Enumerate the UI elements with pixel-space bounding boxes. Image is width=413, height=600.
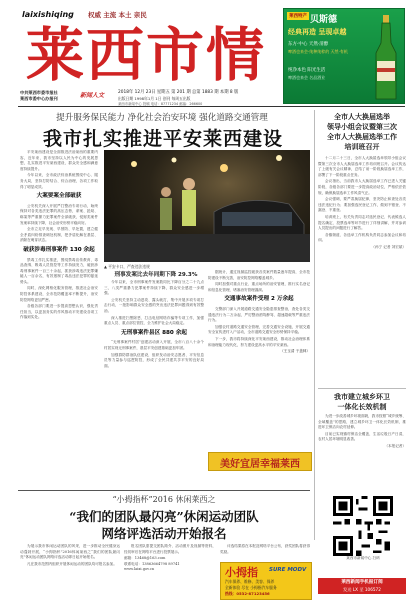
right-mid-head-1: 我市建立城乡环卫 bbox=[334, 392, 390, 401]
right-mid-divider bbox=[318, 388, 406, 389]
masthead-divider bbox=[18, 106, 405, 107]
logo-en: laixishiqing bbox=[22, 10, 74, 19]
right-mid-heads bbox=[318, 392, 406, 412]
ad-line-2: 东方·中心 天然·清醇 bbox=[288, 42, 329, 47]
lead-sub-2: 破获涉毒刑事案件 130 余起 bbox=[23, 246, 95, 253]
masthead bbox=[0, 0, 413, 106]
right-column-divider bbox=[314, 110, 315, 540]
slogan: 权威 主流 本土 亲民 bbox=[88, 11, 147, 19]
right-top-head-3: 全市人大换届选举工作 bbox=[327, 132, 397, 141]
qr-labels bbox=[318, 578, 406, 594]
lead-sub-1: 大案要案全部破获 bbox=[36, 193, 82, 200]
bottom-ad-phone: 热线：0532-87123456 bbox=[225, 591, 270, 596]
right-top-head-4: 培训班召开 bbox=[344, 142, 380, 151]
feature-divider bbox=[18, 490, 310, 491]
beer-ad[interactable] bbox=[283, 8, 405, 104]
stamp: 新闻人文 bbox=[80, 92, 105, 99]
feature-body-col-2: 报名团队需提交团队简介、活动照片及视频等资料，经初审后在网络平台进行投票展示。 邮箱：13468@163.com 联系电话：13863664798 89741 www.laixi.gov.cn bbox=[124, 544, 216, 572]
ad-line-5: 啤酒也来会 名品酒业 bbox=[288, 75, 326, 80]
lead-photo bbox=[104, 150, 310, 262]
bottom-ad-line-1: 汽车保养、维修、美容、保养 bbox=[225, 579, 275, 584]
qr-label-2: 发送 LX 至 106572 bbox=[343, 587, 381, 592]
publisher-line-2: 莱西市委中心办报刊 bbox=[20, 96, 58, 101]
masthead-title: 莱西市情 bbox=[26, 21, 267, 89]
right-top-byline: （孙宁 记者 刘宏斌） bbox=[371, 244, 406, 249]
date-line bbox=[118, 89, 238, 95]
right-top-body: 十二月二十三日，全市人大换届选举领导小组会议暨第三次全市人大换届选举工作培训班召开。会议传达了上级有关会议精神，总结了前一阶段换届选举工作，部署了下一阶段重点任务。 会议指出，当前我市人大换届选举工作已进入关键阶段，各级各部门要进一步提高政治站位，严格依法依规，确保换届选举工作风清气正。 会议强调，要严肃换届纪律，坚决防止和查处各类违法违纪行为；要加强选民登记工作，做到不错登、不漏登、不重登。 培训班上，有关负责同志对选民登记、代表候选人提名确定、投票选举等环节进行了详细讲解，并对参训人员提出的问题进行了解答。 各镇街道、各选举工作机构负责同志参加会议和培训。 （孙宁 记者 刘宏斌） bbox=[318, 156, 406, 249]
feature-email[interactable]: 邮箱：13468@163.com bbox=[124, 556, 166, 561]
ad-tag: 莱西特产 bbox=[289, 14, 307, 19]
photo-caption: ▲ 平安卡口，严查违法违规 bbox=[104, 264, 150, 269]
lead-body-col-3: 据统计，通过视频监控破获各类案件数量逐年提高，全市技防建设不断完善，治安防控网络覆盖城乡。 同时加强对重点行业、重点场所的治安管理，推行实名登记和信息化管理，堵塞治安管理漏洞。 交通事故案件受理 2 万余起 交警部门深入开展道路交通安全隐患排查整治，查处各类交通违法行为二万余起，严厉整治酒驾醉驾、超速超载等严重违法行为。 加强农村道路交通安全管理，完善交通安全设施，开展交通安全宣传进村入户活动，全市道路交通安全形势保持平稳。 下一步，我市将持续深化平安莱西建设，推动社会治理体系和治理能力现代化，努力建设更高水平的平安莱西。 （王玉清 于盖林） bbox=[208, 270, 310, 354]
lead-kicker: 提升服务保民能力 净化社会治安环境 强化道路交通管理 bbox=[56, 113, 268, 123]
qr-caption: 莱西市新闻中心 扫码 bbox=[346, 556, 380, 560]
feature-headline-1: “我们的团队最闪亮”休闲运动团队 bbox=[69, 509, 259, 524]
bottom-ad-line-2: 全新体验 尽在 小拇指汽车服务 bbox=[225, 585, 277, 590]
lead-sub-4: 交通事故案件受理 2 万余起 bbox=[224, 296, 294, 303]
right-top-head-1: 全市人大换届选举 bbox=[334, 112, 390, 121]
ad-line-3: 啤酒也来会·纯种纯粹的 天然·有机 bbox=[288, 49, 348, 54]
right-top-head-2: 领导小组会议暨第三次 bbox=[327, 122, 397, 131]
feature-phone: 联系电话：13863664798 89741 bbox=[124, 561, 180, 566]
right-top-heads bbox=[318, 112, 406, 152]
qr-label-1: 莱西新闻手机报订阅 bbox=[341, 580, 383, 585]
feature-headline-2: 网络评选活动开始报名 bbox=[101, 526, 227, 541]
banner-ad[interactable] bbox=[208, 452, 312, 471]
right-mid-body: 为进一步改善城乡环境面貌，我市按照“城乡统筹、全域覆盖”的思路，建立城乡环卫一体化长效机制，推进环卫保洁向农村延伸。 目前已实现镇村保洁全覆盖，生活垃圾日产日清，农村人居环境明显改善。 （本报记者） bbox=[318, 414, 406, 448]
banner-ad-text: 美好宜居幸福莱西 bbox=[220, 459, 300, 470]
lead-body-col-1: 平安莱西建设是全面推进法治莱西的重要内容，近年来，我市坚持以人民为中心的发展思想，扎实推进平安莱西建设，群众安全感和满意度持续提升。 今年以来，全市政法综治系统围绕中心、服务大局，坚持打防结合、综合治理，各项工作取得了明显成效。 大案要案全部破获 公安机关深入开展严打整治专项行动，始终保持对各类违法犯罪的高压态势，命案、抢劫、绑架等严重暴力犯罪案件全部破获，侵财类案件发案率持续下降，社会治安形势平稳向好。 全市立足早发现、早预防、早处置，建立健全矛盾纠纷排查调处机制，把矛盾化解在基层、消除在萌芽状态。 破获涉毒刑事案件 130 余起 禁毒工作扎实推进，围绕禁毒宣传教育、毒品查缉、吸毒人员管控等工作持续发力，破获涉毒刑事案件一百三十余起，抓获涉毒违法犯罪嫌疑人一百余名，有效遏制了毒品违法犯罪的蔓延势头。 同时，深化网格化服务管理，推进社会治安防控体系建设，全市技防覆盖率不断提升，治安防控网络更加严密。 各级各部门要进一步提高思想认识，强化责任担当，以更加务实的作风推动平安建设各项工作落到实处。 bbox=[20, 150, 98, 320]
lead-body-col-2: 今年以来，全市刑事案件发案数同比下降百分之二十九点三，八类严重暴力犯罪案件持续下降，群众安全感进一步增强。 公安机关坚持主动进攻、露头就打，集中开展多项专项打击行动，一批影响群众安全感的突出违法犯罪问题得到有效整治。 深入推进扫黑除恶、打击电信网络诈骗等专项工作，加强重点人员、重点部位管控，全力维护社会大局稳定。 无刑事案件县区 880 余起 “无刑事案件村居”创建活动深入开展，全市八百八十余个村居实现无刑事案件，基层平安创建基础更加牢固。 加强群防群治队伍建设，组织发动治安志愿者、平安信息员等力量参与巡逻防控，形成了全民共建共享平安的良好局面。 bbox=[104, 280, 204, 368]
qr-block[interactable] bbox=[330, 496, 396, 578]
feature-body-col-3: 评选结果将在本报及网络平台公布，获奖团队将获得奖励。 bbox=[220, 544, 310, 554]
bottom-ad-brand-en: SURE MODV bbox=[269, 567, 307, 573]
bottom-ad-brand: 小拇指 bbox=[225, 566, 258, 579]
feature-kicker: “小拇指杯”2016 休闲莱西之 bbox=[112, 495, 216, 504]
feature-web[interactable]: www.laixi.gov.cn bbox=[124, 567, 155, 572]
right-mid-byline: （本报记者） bbox=[384, 443, 406, 448]
feature-body-col-1: 为展示我市休闲运动团队的风采，进一步推动全民健身运动蓬勃开展，“小拇指杯”2016休闲莱西之“我们的团队最闪亮”休闲运动团队网络评选活动即日起开始报名。 凡在我市范围内组织开展休闲运动的团队均可报名参加。 bbox=[20, 544, 120, 566]
issue-line: 出版日期 1998年1月 1日 创刊 每周五出版 bbox=[118, 96, 191, 101]
qr-code-icon bbox=[333, 496, 393, 556]
ad-line-1: 经典再造 呈现卓越 bbox=[288, 27, 347, 36]
date-text: 2018年 12月 23日 星期五 第 201 期 总第 1883 期 本期 8 版 bbox=[118, 90, 239, 95]
publisher-line-1: 中共莱西市委市报社 bbox=[20, 90, 58, 95]
contact-line: 莱西市新闻中心 投稿 电话：87771234 邮编：266600 bbox=[118, 102, 203, 106]
ad-line-4: 纯净本色 阳光生活 bbox=[288, 68, 326, 73]
bottom-ad[interactable] bbox=[220, 562, 312, 600]
lead-sub-3: 刑事发案比去年同期下降 29.3% bbox=[114, 272, 198, 278]
right-mid-head-2: 一体化长效机制 bbox=[337, 402, 387, 411]
lead-sub-5: 无刑事案件县区 880 余起 bbox=[121, 329, 187, 336]
ad-brand: 贝斯德 bbox=[310, 15, 338, 25]
lead-headline: 我市扎实推进平安莱西建设 bbox=[42, 128, 283, 150]
beer-bottle-icon bbox=[372, 15, 400, 101]
lead-byline: （王玉清 于盖林） bbox=[280, 349, 310, 354]
